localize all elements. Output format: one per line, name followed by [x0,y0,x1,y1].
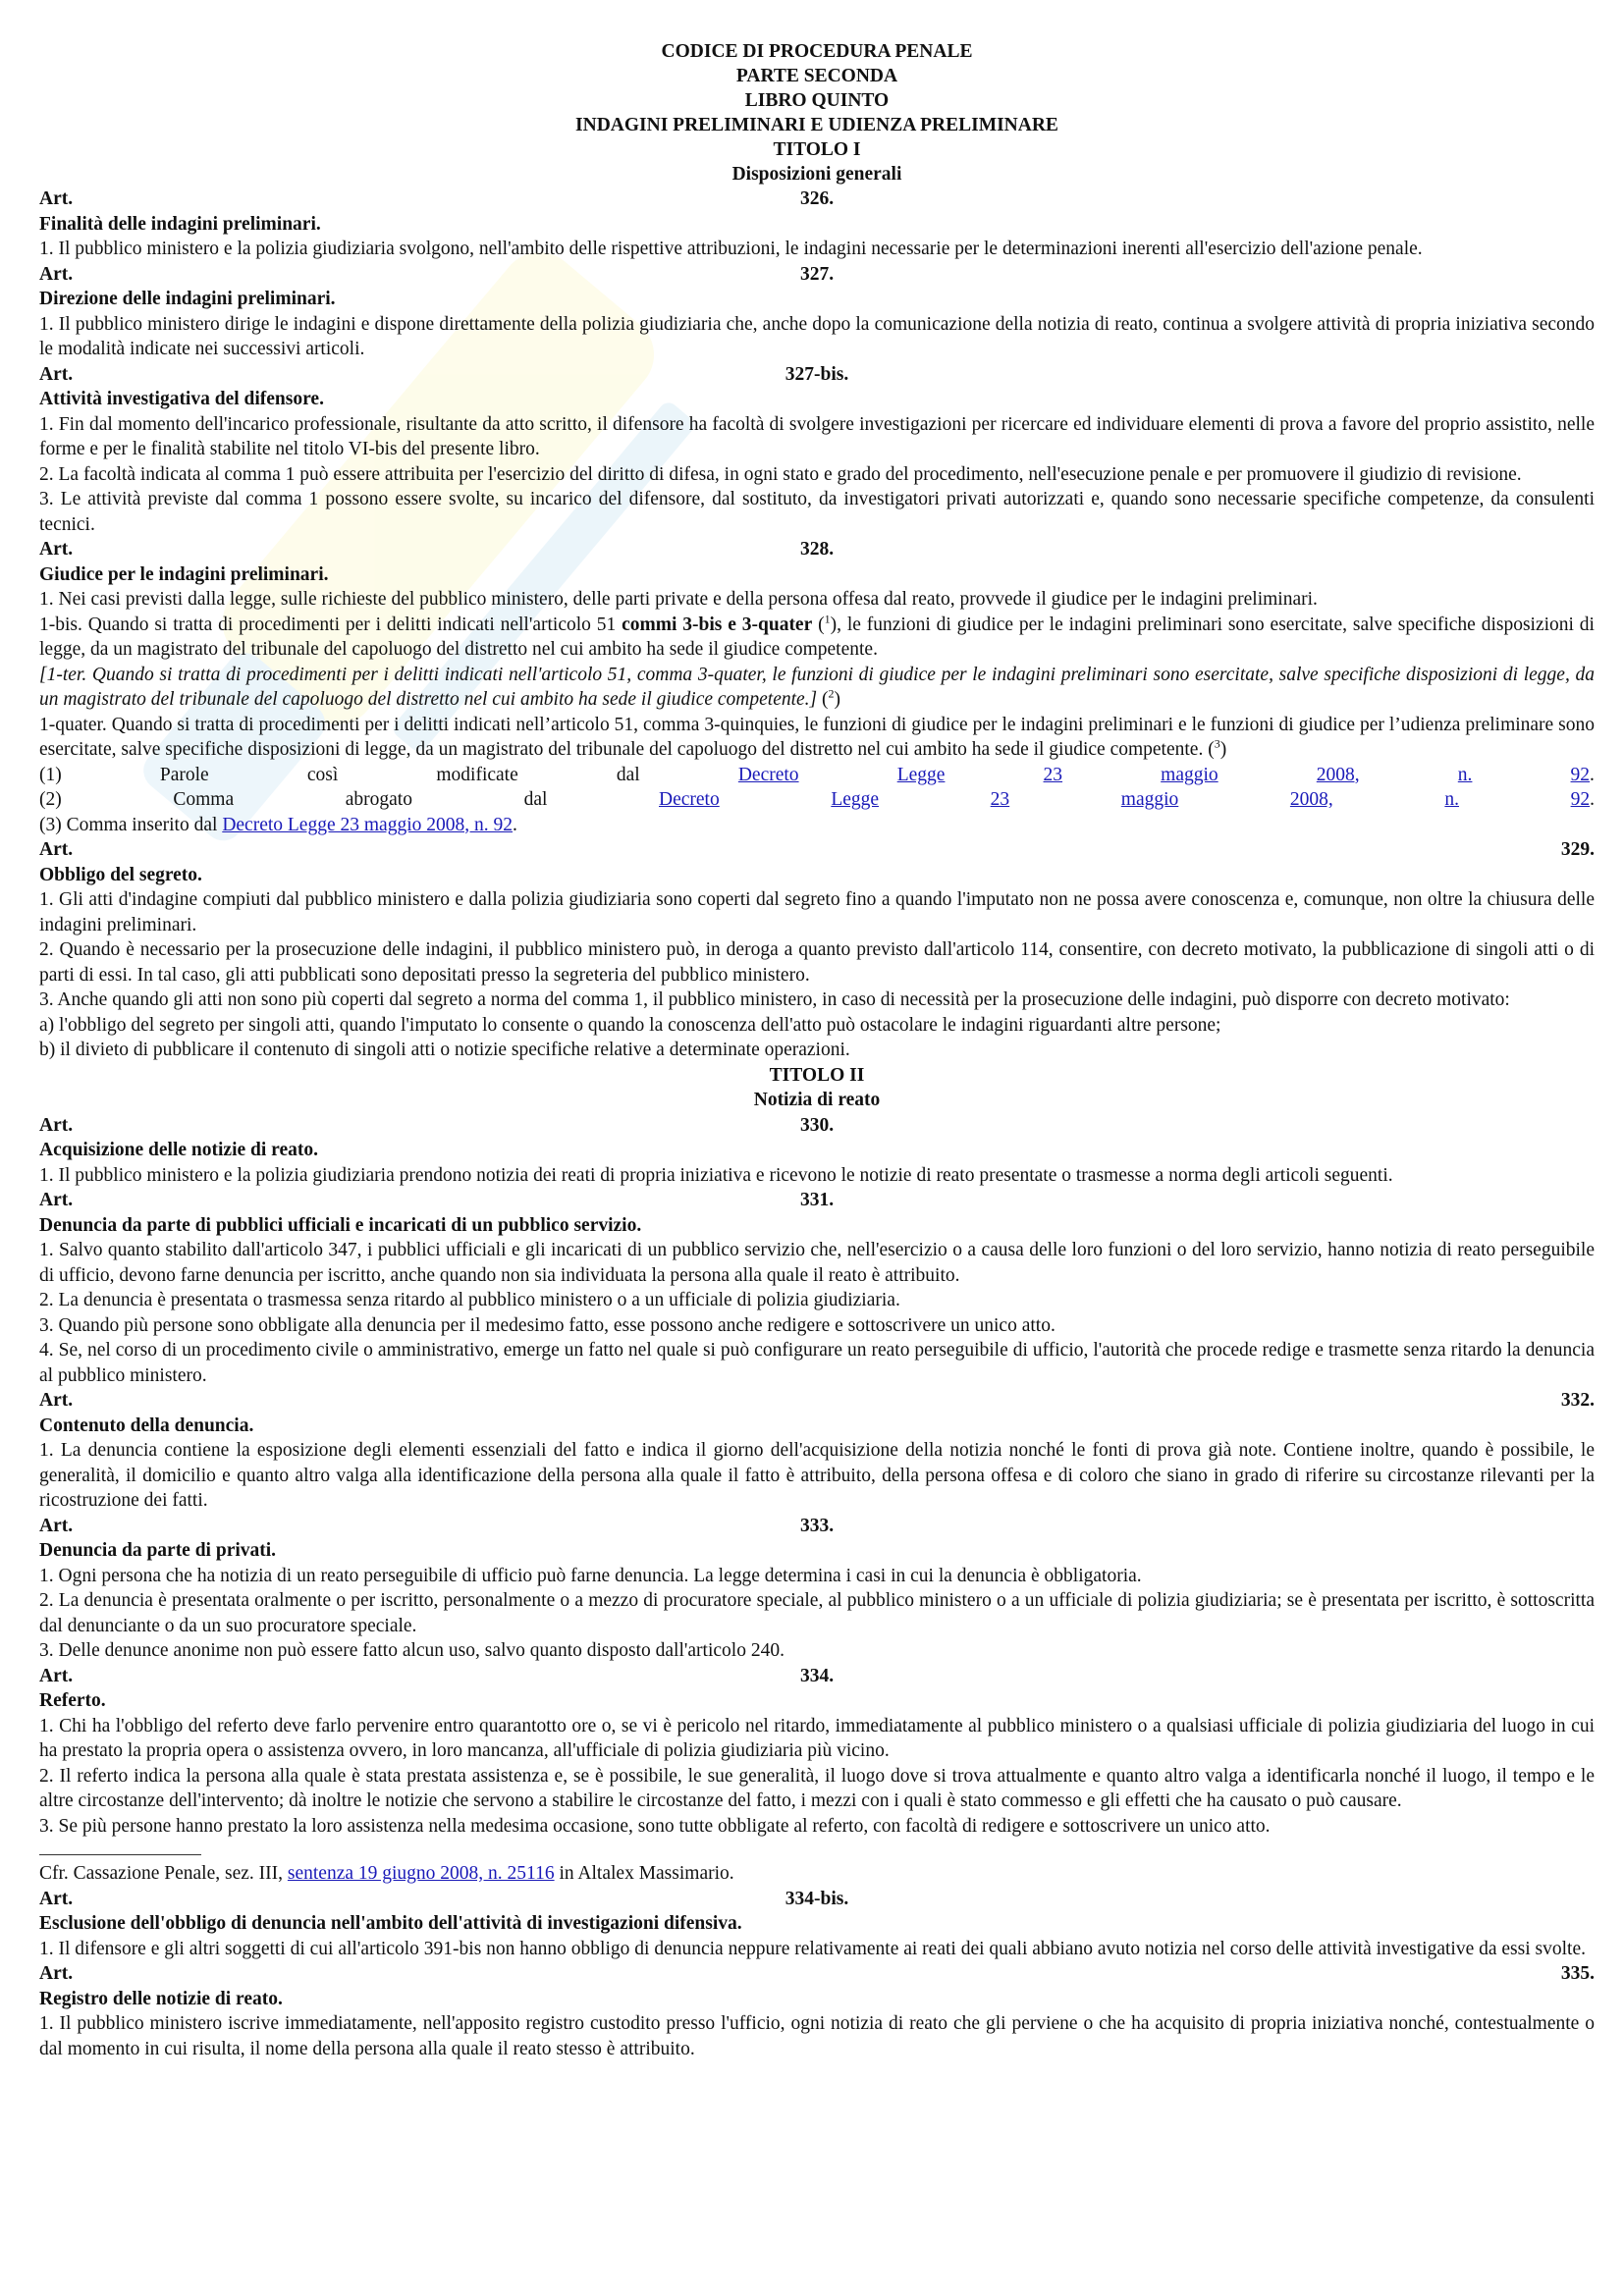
article-label: Art. [39,1963,74,1984]
paragraph: 2. Il referto indica la persona alla quale è stata prestata assistenza e, se è possibile, le sue generalità, il luogo dove si trova attualmente e quanto altro valga a identificarla nonché il luogo, il tempo e le altre circostanze dell'intervento; dà inoltre le notizie che servono a stabilire le circostanze del fatto, i mezzi con i quali è stato commesso e gli effetti che ha causato o può causare. [39,1765,1595,1811]
article-number: 327. [799,263,835,285]
titolo-heading: TITOLO II [769,1064,865,1086]
decree-link[interactable]: Legge [831,789,880,810]
decree-link[interactable]: n. [1457,764,1473,785]
paragraph: 1. Il difensore e gli altri soggetti di cui all'articolo 391-bis non hanno obbligo di denuncia neppure relativamente ai reati dei quali abbiano avuto notizia nel corso delle attività investigative da essi svolte. [39,1938,1586,1959]
article-title: Finalità delle indagini preliminari. [39,213,321,235]
article-header [39,1887,1595,1912]
article-title: Acquisizione delle notizie di reato. [39,1140,318,1160]
titolo-subtitle: Notizia di reato [753,1090,881,1110]
paragraph: 1. Il pubblico ministero dirige le indagini e dispone direttamente della polizia giudiziaria che, anche dopo la comunicazione della notizia di reato, continua a svolgere attività di propria iniziativa secondo le modalità indicate nei successivi articoli. [39,313,1595,359]
paragraph: 1. Chi ha l'obbligo del referto deve farlo pervenire entro quarantotto ore o, se vi è pericolo nel ritardo, immediatamente al pubblico ministero o a qualsiasi ufficiale di polizia giudiziaria del luogo in cui ha prestato la propria opera o assistenza ovvero, in loro mancanza, all'ufficiale di polizia giudiziaria più vicino. [39,1715,1595,1761]
article-label: Art. [39,539,74,560]
document-header [39,39,1595,187]
article-number: 335. [1560,1963,1595,1984]
paragraph: b) il divieto di pubblicare il contenuto di singoli atti o notizie specifiche relative a determinate operazioni. [39,1040,850,1060]
article-title: Denuncia da parte di pubblici ufficiali e incaricati di un pubblico servizio. [39,1214,642,1236]
article-number: 326. [799,188,835,209]
paragraph: 3. Se più persone hanno prestato la loro assistenza nella medesima occasione, sono tutte obbligate al referto, con facoltà di redigere e sottoscrivere un unico atto. [39,1815,1271,1837]
document-page [39,39,1595,2061]
decree-link[interactable]: 2008, [1289,789,1333,810]
paragraph: 1. Ogni persona che ha notizia di un reato perseguibile di ufficio può farne denuncia. La legge determina i casi in cui la denuncia è obbligatoria. [39,1565,1142,1586]
article-title: Registro delle notizie di reato. [39,1988,283,2009]
paragraph: 1. Salvo quanto stabilito dall'articolo 347, i pubblici ufficiali e gli incaricati di un pubblico servizio che, nell'esercizio o a causa delle loro funzioni o del loro servizio, hanno notizia di reato perseguibile di ufficio, devono farne denuncia per iscritto, anche quando non sia individuata la persona alla quale il reato è attribuito. [39,1240,1595,1286]
footnote-rule [39,1854,201,1855]
article-number: 334-bis. [785,1888,849,1909]
book-title: LIBRO QUINTO [744,90,890,111]
footnote-2: (2) Comma abrogato dal Decreto Legge 23 maggio 2008, n. 92. [39,787,1595,813]
decree-link[interactable]: Decreto [659,789,720,810]
decree-link[interactable]: Decreto [737,764,799,785]
decree-link[interactable]: 92 [1570,764,1591,785]
paragraph: 1. Nei casi previsti dalla legge, sulle richieste del pubblico ministero, delle parti private e della persona offesa dal reato, provvede il giudice per le indagini preliminari. [39,589,1318,610]
footnote-3: (3) Comma inserito dal Decreto Legge 23 maggio 2008, n. 92. [39,814,517,835]
decree-link[interactable]: maggio [1161,764,1218,785]
article-header [39,1961,1595,1987]
paragraph: 3. Delle denunce anonime non può essere fatto alcun uso, salvo quanto disposto dall'articolo 240. [39,1640,785,1661]
article-title: Esclusione dell'obbligo di denuncia nell'ambito dell'attività di investigazioni difensiva. [39,1913,742,1934]
paragraph: 1. Gli atti d'indagine compiuti dal pubblico ministero e dalla polizia giudiziaria sono coperti dal segreto fino a quando l'imputato non ne possa avere conoscenza e, comunque, non oltre la chiusura delle indagini preliminari. [39,889,1595,935]
article-title: Denuncia da parte di privati. [39,1540,277,1561]
article-title: Attività investigativa del difensore. [39,389,324,409]
paragraph: 4. Se, nel corso di un procedimento civile o amministrativo, emerge un fatto nel quale si può configurare un reato perseguibile di ufficio, l'autorità che procede redige e trasmette senza ritardo la denuncia al pubblico ministero. [39,1340,1595,1386]
decree-link[interactable]: 23 [990,789,1010,810]
book-subtitle: INDAGINI PRELIMINARI E UDIENZA PRELIMINARE [575,115,1058,135]
article-header [39,1113,1595,1139]
sentenza-link[interactable]: sentenza 19 giugno 2008, n. 25116 [287,1863,555,1884]
paragraph: 1. La denuncia contiene la esposizione degli elementi essenziali del fatto e indica il giorno dell'acquisizione della notizia nonché le fonti di prova già note. Contiene inoltre, quando è possibile, le generalità, il domicilio e quanto altro valga alla identificazione della persona alla quale il fatto è attribuito, della persona offesa e di coloro che siano in grado di riferire su circostanze rilevanti per la ricostruzione dei fatti. [39,1440,1595,1511]
article-number: 334. [799,1665,835,1686]
article-number: 329. [1560,839,1595,860]
article-label: Art. [39,1114,74,1136]
article-label: Art. [39,363,74,385]
article-number: 328. [799,539,835,560]
article-title: Contenuto della denuncia. [39,1415,254,1436]
paragraph: 2. La denuncia è presentata oralmente o per iscritto, personalmente o a mezzo di procuratore speciale, al pubblico ministero o a un ufficiale di polizia giudiziaria; se è presentata per iscritto, è sottoscritta dal denunciante o da un suo procuratore speciale. [39,1590,1595,1636]
article-label: Art. [39,1190,74,1210]
part-title: PARTE SECONDA [735,66,898,86]
paragraph-1bis: 1-bis. Quando si tratta di procedimenti per i delitti indicati nell'articolo 51 commi 3-bis e 3-quater ($^1$), le funzioni di giudice per le indagini preliminari sono esercitate, salve specifiche disposizioni di legge, da un magistrato del tribunale del capoluogo del distretto nel cui ambito ha sede il giudice competente. [39,612,1595,660]
article-number: 327-bis. [785,363,849,385]
cfr-note: Cfr. Cassazione Penale, sez. III, sentenza 19 giugno 2008, n. 25116 in Altalex Massimario. [39,1863,734,1884]
article-title: Referto. [39,1690,106,1711]
article-header [39,187,1595,212]
article-header [39,1514,1595,1539]
decree-link[interactable]: Decreto Legge 23 maggio 2008, n. 92 [222,814,513,835]
paragraph: 3. Anche quando gli atti non sono più coperti dal segreto a norma del comma 1, il pubblico ministero, in caso di necessità per la prosecuzione delle indagini, può disporre con decreto motivato: [39,989,1510,1010]
paragraph: 3. Le attività previste dal comma 1 possono essere svolte, su incarico del difensore, dal sostituto, da investigatori privati autorizzati e, quando sono necessarie specifiche competenze, da consulenti tecnici. [39,489,1595,535]
article-title: Giudice per le indagini preliminari. [39,563,329,585]
article-label: Art. [39,263,74,285]
article-title: Obbligo del segreto. [39,864,202,885]
paragraph: 1. Il pubblico ministero iscrive immediatamente, nell'apposito registro custodito presso l'ufficio, ogni notizia di reato che gli perviene o che ha acquisito di propria iniziativa nonché, contestualmente o dal momento in cui risulta, il nome della persona alla quale il reato stesso è attribuito. [39,2013,1595,2059]
article-header [39,1388,1595,1414]
paragraph: 2. La denuncia è presentata o trasmessa senza ritardo al pubblico ministero o a un ufficiale di polizia giudiziaria. [39,1290,900,1310]
article-label: Art. [39,1390,74,1411]
titolo-heading: TITOLO I [773,139,861,160]
article-label: Art. [39,839,74,860]
paragraph: 1. Il pubblico ministero e la polizia giudiziaria prendono notizia dei reati di propria iniziativa e ricevono le notizie di reato presentate o trasmesse a norma degli articoli seguenti. [39,1164,1393,1186]
article-title: Direzione delle indagini preliminari. [39,289,336,309]
paragraph: a) l'obbligo del segreto per singoli atti, quando l'imputato lo consente o quando la conoscenza dell'atto può ostacolare le indagini riguardanti altre persone; [39,1014,1221,1036]
decree-link[interactable]: 2008, [1316,764,1360,785]
decree-link[interactable]: Legge [896,764,946,785]
article-header [39,837,1595,863]
article-header [39,1664,1595,1689]
paragraph: 1. Fin dal momento dell'incarico professionale, risultante da atto scritto, il difensore ha facoltà di svolgere investigazioni per ricercare ed individuare elementi di prova a favore del proprio assistito, nelle forme e per le finalità stabilite nel titolo VI-bis del presente libro. [39,413,1595,459]
decree-link[interactable]: 92 [1570,789,1591,810]
paragraph: 1. Il pubblico ministero e la polizia giudiziaria svolgono, nell'ambito delle rispettive attribuzioni, le indagini necessarie per le determinazioni inerenti all'esercizio dell'azione penale. [39,239,1423,259]
paragraph-1quater: 1-quater. Quando si tratta di procedimenti per i delitti indicati nell’articolo 51, comma 3-quinquies, le funzioni di giudice per le indagini preliminari e le funzioni di giudice per l’udienza preliminare sono esercitate, salve specifiche disposizioni di legge, da un magistrato del tribunale del capoluogo del distretto nel cui ambito ha sede il giudice competente. ($^3$) [39,714,1595,760]
article-number: 330. [799,1114,835,1136]
paragraph: 2. La facoltà indicata al comma 1 può essere attribuita per l'esercizio del diritto di difesa, in ogni stato e grado del procedimento, nell'esecuzione penale e per promuovere il giudizio di revisione. [39,463,1522,485]
article-header [39,1188,1595,1213]
article-number: 331. [799,1190,835,1210]
article-header [39,362,1595,388]
paragraph-1ter: [1-ter. Quando si tratta di procedimenti per i delitti indicati nell'articolo 51, comma 3-quater, le funzioni di giudice per le indagini preliminari sono esercitate, salve specifiche disposizioni di legge, da un magistrato del tribunale del capoluogo del distretto nel cui ambito ha sede il giudice competente.] ($^2$) [39,664,1595,710]
titolo-subtitle: Disposizioni generali [731,164,902,185]
paragraph: 2. Quando è necessario per la prosecuzione delle indagini, il pubblico ministero può, in deroga a quanto previsto dall'articolo 114, consentire, con decreto motivato, la pubblicazione di singoli atti o di parti di essi. In tal caso, gli atti pubblicati sono depositati presso la segreteria del pubblico ministero. [39,939,1595,986]
decree-link[interactable]: n. [1444,789,1459,810]
paragraph: 3. Quando più persone sono obbligate alla denuncia per il medesimo fatto, esse possono anche redigere e sottoscrivere un unico atto. [39,1314,1056,1336]
article-label: Art. [39,1665,74,1686]
article-label: Art. [39,188,74,209]
article-label: Art. [39,1888,74,1909]
article-number: 332. [1560,1390,1595,1411]
article-number: 333. [799,1515,835,1536]
footnote-1: (1) Parole così modificate dal Decreto Legge 23 maggio 2008, n. 92. [39,763,1595,788]
article-label: Art. [39,1515,74,1536]
decree-link[interactable]: maggio [1120,789,1179,810]
decree-link[interactable]: 23 [1043,764,1063,785]
article-header [39,537,1595,562]
article-header [39,262,1595,288]
code-title: CODICE DI PROCEDURA PENALE [661,41,973,62]
